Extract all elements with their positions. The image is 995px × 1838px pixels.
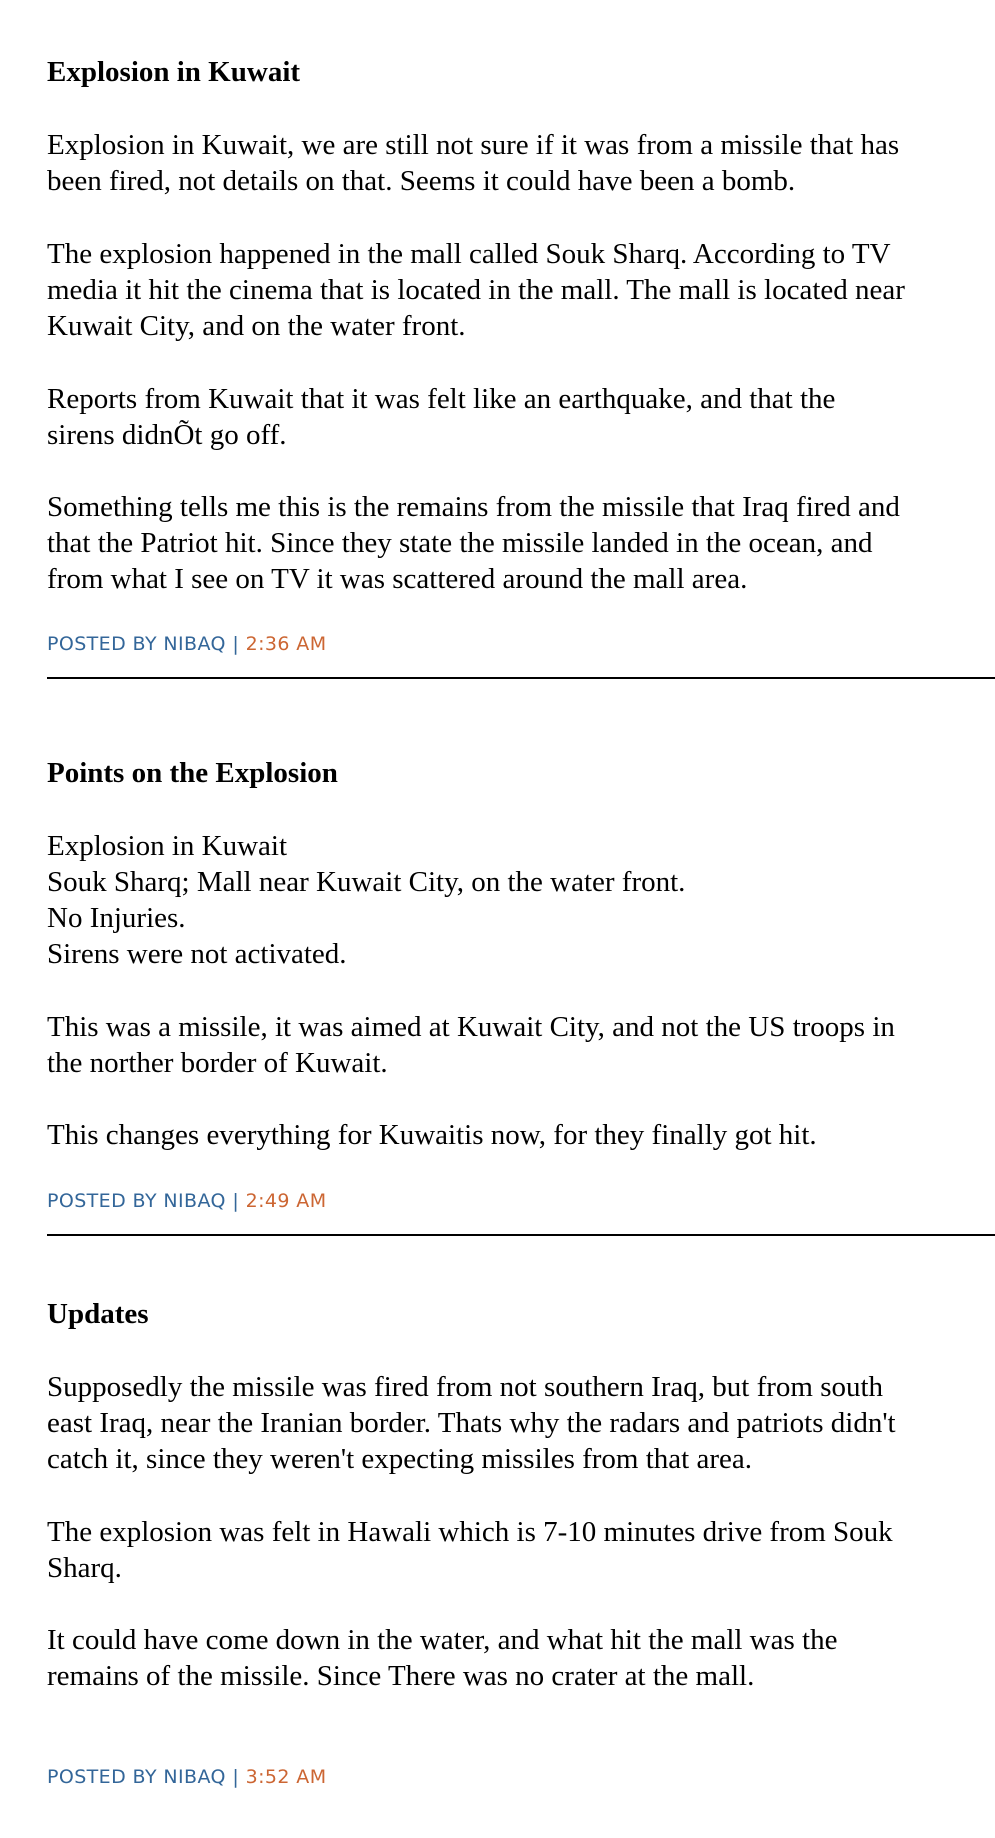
- byline-separator: |: [232, 1766, 240, 1788]
- paragraph-line: the norther border of Kuwait.: [47, 1047, 388, 1079]
- paragraph-line: Sirens were not activated.: [47, 938, 347, 970]
- paragraph-line: This changes everything for Kuwaitis now, for they finally got hit.: [47, 1119, 817, 1151]
- post-paragraph: [47, 1514, 893, 1586]
- paragraph-line: sirens didnÕt go off.: [47, 419, 287, 451]
- paragraph-line: been fired, not details on that. Seems it could have been a bomb.: [47, 165, 796, 197]
- paragraph-line: that the Patriot hit. Since they state the missile landed in the ocean, and: [47, 527, 873, 559]
- post-paragraph: [47, 127, 899, 199]
- paragraph-line: Kuwait City, and on the water front.: [47, 310, 466, 342]
- paragraph-line: This was a missile, it was aimed at Kuwait City, and not the US troops in: [47, 1011, 895, 1043]
- post-paragraph: [47, 489, 900, 597]
- post-byline: [47, 1189, 327, 1213]
- paragraph-line: Explosion in Kuwait, we are still not sure if it was from a missile that has: [47, 129, 900, 161]
- paragraph-line: media it hit the cinema that is located in the mall. The mall is located near: [47, 274, 905, 306]
- paragraph-line: Reports from Kuwait that it was felt like an earthquake, and that the: [47, 383, 836, 415]
- post-time-link[interactable]: 3:52 AM: [245, 1766, 327, 1788]
- post-divider: [47, 1234, 995, 1236]
- post-paragraph: [47, 1117, 817, 1153]
- paragraph-line: Something tells me this is the remains from the missile that Iraq fired and: [47, 491, 900, 523]
- posted-by-link[interactable]: POSTED BY NIBAQ: [47, 633, 226, 655]
- paragraph-line: Supposedly the missile was fired from not southern Iraq, but from south: [47, 1371, 884, 1403]
- paragraph-line: The explosion happened in the mall called Souk Sharq. According to TV: [47, 238, 891, 270]
- paragraph-line: east Iraq, near the Iranian border. Thats why the radars and patriots didn't: [47, 1407, 896, 1439]
- paragraph-line: Sharq.: [47, 1552, 122, 1584]
- paragraph-line: It could have come down in the water, and what hit the mall was the: [47, 1624, 838, 1656]
- post-title: Updates: [47, 1298, 149, 1330]
- post-title: Points on the Explosion: [47, 757, 338, 789]
- paragraph-line: remains of the missile. Since There was no crater at the mall.: [47, 1660, 755, 1692]
- posted-by-link[interactable]: POSTED BY NIBAQ: [47, 1190, 226, 1212]
- post-time-link[interactable]: 2:49 AM: [245, 1190, 327, 1212]
- paragraph-line: Souk Sharq; Mall near Kuwait City, on the water front.: [47, 866, 686, 898]
- paragraph-line: No Injuries.: [47, 902, 186, 934]
- post-paragraph: [47, 1622, 837, 1694]
- post-paragraph: [47, 381, 835, 453]
- paragraph-line: catch it, since they weren't expecting missiles from that area.: [47, 1443, 752, 1475]
- post-divider: [47, 677, 995, 679]
- paragraph-line: The explosion was felt in Hawali which is 7-10 minutes drive from Souk: [47, 1516, 893, 1548]
- post-paragraph: [47, 1369, 896, 1477]
- post-time-link[interactable]: 2:36 AM: [245, 633, 327, 655]
- posted-by-link[interactable]: POSTED BY NIBAQ: [47, 1766, 226, 1788]
- post-byline: [47, 1765, 327, 1789]
- byline-separator: |: [232, 1190, 240, 1212]
- post-paragraph: [47, 1009, 895, 1081]
- post-title: Explosion in Kuwait: [47, 56, 301, 88]
- post-paragraph: [47, 236, 905, 344]
- byline-separator: |: [232, 633, 240, 655]
- post-byline: [47, 632, 327, 656]
- post-paragraph: [47, 828, 685, 972]
- paragraph-line: Explosion in Kuwait: [47, 830, 288, 862]
- paragraph-line: from what I see on TV it was scattered around the mall area.: [47, 563, 748, 595]
